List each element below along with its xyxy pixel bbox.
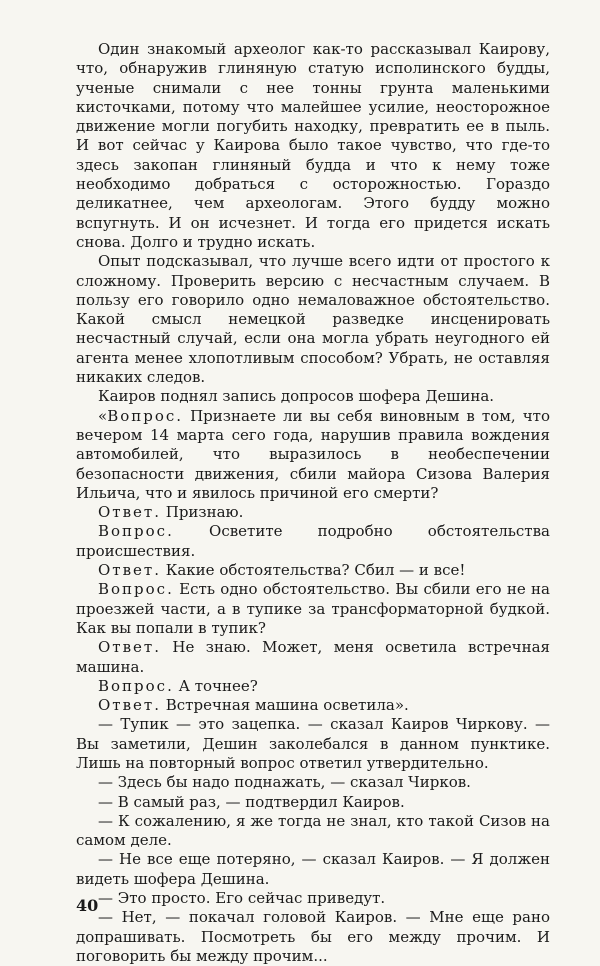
speaker-label: Ответ. <box>98 696 161 715</box>
interrogation-line: Ответ. Не знаю. Может, меня осветила встречная машина. <box>76 638 550 676</box>
dialogue-line: — К сожалению, я же тогда не знал, кто такой Сизов на самом деле. <box>76 811 550 850</box>
dialogue-line: — Не все еще потеряно, — сказал Каиров. — Я должен видеть шофера Дешина. <box>76 850 550 888</box>
speaker-label: Вопрос. <box>98 580 174 599</box>
dialogue-line: — Это просто. Его сейчас приведут. <box>98 889 386 908</box>
page-number: 40 <box>76 896 99 915</box>
interrogation-line: «Вопрос. Признаете ли вы себя виновным в том, что вечером 14 марта сего года, нарушив правила вождения автомобилей, что выразилось в необеспечении безопасности движения, сбили майора Сизова Валерия Ильича, что и явилось причиной его смерти? <box>76 406 550 502</box>
dialogue-line: — Нет, — покачал головой Каиров. — Мне еще рано допрашивать. Посмотреть бы его между прочим. И поговорить бы между прочим... <box>76 908 550 965</box>
dialogue-line: — Здесь бы надо поднажать, — сказал Чирков. <box>98 773 471 792</box>
paragraph: Каиров поднял запись допросов шофера Дешина. <box>98 387 495 406</box>
interrogation-line: Ответ. Признаю. <box>98 503 244 522</box>
speaker-label: Вопрос. <box>98 522 174 541</box>
interrogation-line: Ответ. Какие обстоятельства? Сбил — и все! <box>98 561 466 580</box>
paragraph: Опыт подсказывал, что лучше всего идти от простого к сложному. Проверить версию с несчастным случаем. В пользу его говорило одно немаловажное обстоятельство. Какой смысл немецкой разведке инсценировать несчастный случай, если она могла убрать неугодного ей агента менее хлопотливым способом? Убрать, не оставляя никаких следов. <box>76 252 550 387</box>
paragraph: Один знакомый археолог как-то рассказывал Каирову, что, обнаружив глиняную статую исполинского будды, ученые снимали с нее тонны грунта маленькими кисточками, потому что малейшее усилие, неосторожное движение могли погубить находку, превратить ее в пыль. И вот сейчас у Каирова было такое чувство, что где-то здесь закопан глиняный будда и что к нему тоже необходимо добраться с осторожностью. Гораздо деликатнее, чем археологам. Этого будду можно вспугнуть. И он исчезнет. И тогда его придется искать снова. Долго и трудно искать. <box>76 40 550 251</box>
interrogation-line: Вопрос. Есть одно обстоятельство. Вы сбили его не на проезжей части, а в тупике за трансформаторной будкой. Как вы попали в тупик? <box>76 580 550 637</box>
interrogation-line: Ответ. Встречная машина осветила». <box>98 696 409 715</box>
body-text <box>76 40 550 966</box>
dialogue-line: — Тупик — это зацепка. — сказал Каиров Чиркову. — Вы заметили, Дешин заколебался в данном пунктике. Лишь на повторный вопрос ответил утвердительно. <box>76 715 550 772</box>
interrogation-line: Вопрос. А точнее? <box>98 676 258 695</box>
speaker-label: Ответ. <box>98 503 161 522</box>
speaker-label: Ответ. <box>98 638 161 657</box>
speaker-label: Вопрос. <box>107 406 184 425</box>
dialogue-line: — В самый раз, — подтвердил Каиров. <box>98 792 405 811</box>
speaker-label: Ответ. <box>98 561 161 580</box>
speaker-label: Вопрос. <box>98 676 174 695</box>
interrogation-line: Вопрос. Осветите подробно обстоятельства происшествия. <box>76 522 550 560</box>
